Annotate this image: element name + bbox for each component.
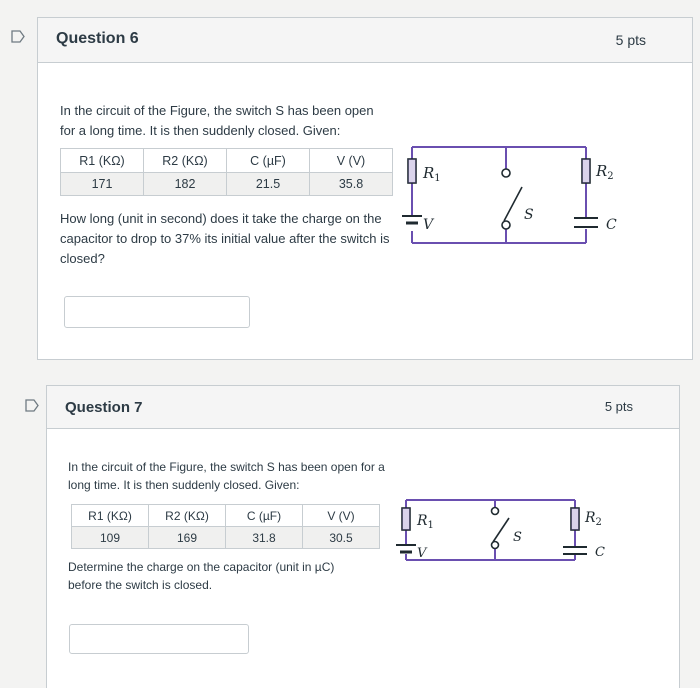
question-points: 5 pts — [604, 399, 633, 414]
question-header — [38, 18, 692, 63]
switch-icon — [492, 508, 510, 549]
given-values-table — [60, 148, 393, 196]
table-cell: 169 — [149, 527, 226, 549]
circuit-diagram — [398, 123, 638, 258]
resistor-r2-icon — [582, 159, 590, 183]
table-header: V (V) — [310, 149, 393, 173]
battery-icon — [402, 216, 422, 223]
table-cell: 171 — [61, 173, 144, 196]
label-v: V — [417, 546, 427, 561]
resistor-r1-icon — [402, 508, 410, 530]
flag-question-icon[interactable] — [11, 30, 25, 43]
label-s: S — [513, 530, 522, 545]
label-v: V — [423, 217, 434, 233]
answer-input[interactable] — [69, 624, 249, 654]
table-header: C (µF) — [226, 505, 303, 527]
resistor-r1-icon — [408, 159, 416, 183]
battery-icon — [396, 545, 416, 552]
question-text: In the circuit of the Figure, the switch S has been open for a long time. It is then suddenly closed. Given: — [68, 460, 385, 492]
question-card — [37, 17, 693, 360]
question-text: In the circuit of the Figure, the switch S has been open for a long time. It is then suddenly closed. Given: — [60, 103, 374, 138]
question-card — [46, 385, 680, 688]
table-cell: 30.5 — [303, 527, 380, 549]
label-r2: $R_2$ — [596, 162, 614, 182]
question-title: Question 7 — [65, 399, 143, 416]
question-title: Question 6 — [56, 30, 139, 47]
answer-input[interactable] — [64, 296, 250, 328]
table-cell: 21.5 — [227, 173, 310, 196]
table-header: R1 (KΩ) — [61, 149, 144, 173]
table-header: C (µF) — [227, 149, 310, 173]
label-c: C — [606, 217, 617, 233]
question-prompt: Determine the charge on the capacitor (unit in µC) before the switch is closed. — [68, 560, 335, 592]
table-header: V (V) — [303, 505, 380, 527]
circuit-diagram — [392, 494, 622, 564]
question-header — [47, 386, 679, 429]
label-s: S — [524, 207, 534, 223]
table-cell: 182 — [144, 173, 227, 196]
table-cell: 109 — [72, 527, 149, 549]
capacitor-icon — [574, 218, 598, 227]
table-header: R2 (KΩ) — [149, 505, 226, 527]
label-r2: $R_2$ — [585, 510, 602, 528]
table-header: R2 (KΩ) — [144, 149, 227, 173]
table-header: R1 (KΩ) — [72, 505, 149, 527]
label-r1: $R_1$ — [417, 513, 434, 531]
question-points: 5 pts — [615, 32, 646, 48]
switch-icon — [502, 169, 522, 229]
table-cell: 31.8 — [226, 527, 303, 549]
table-cell: 35.8 — [310, 173, 393, 196]
resistor-r2-icon — [571, 508, 579, 530]
label-c: C — [595, 545, 605, 560]
capacitor-icon — [563, 547, 587, 554]
label-r1: $R_1$ — [423, 164, 441, 184]
question-prompt: How long (unit in second) does it take the charge on the capacitor to drop to 37% its initial value after the switch is closed? — [60, 211, 390, 266]
flag-question-icon[interactable] — [25, 399, 39, 412]
given-values-table — [71, 504, 380, 549]
